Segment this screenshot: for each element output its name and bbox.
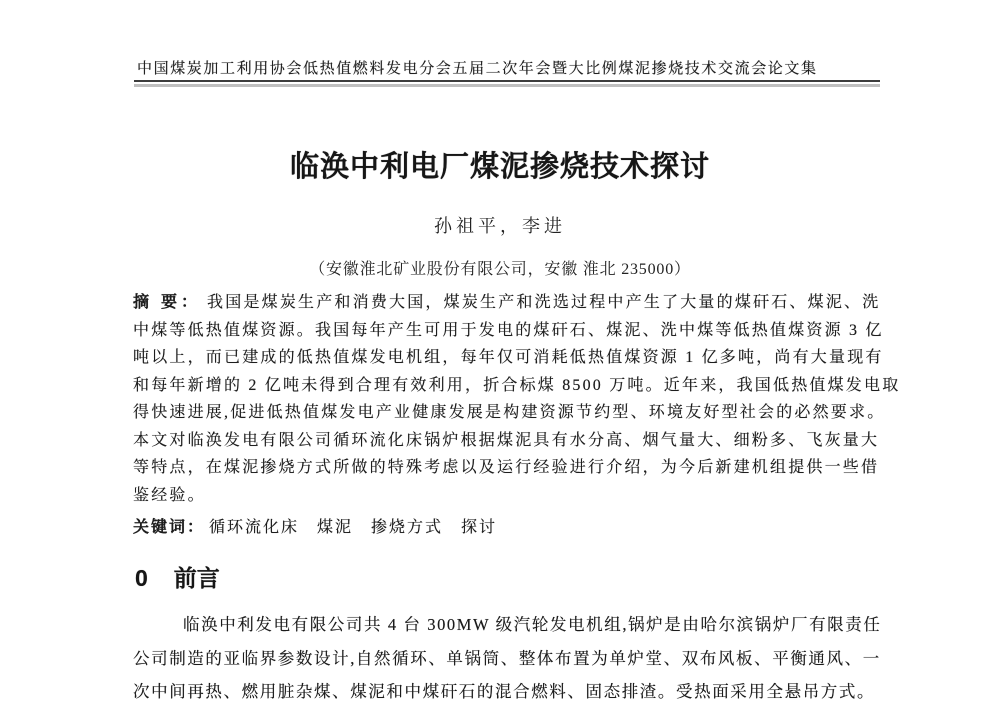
keywords-text: 循环流化床 煤泥 掺烧方式 探讨 (209, 519, 498, 536)
section-number: 0 (135, 565, 148, 591)
header-rule (134, 80, 880, 87)
abstract-label: 摘 要： (133, 294, 202, 311)
keywords-label: 关键词： (133, 519, 206, 536)
body-line: 公司制造的亚临界参数设计,自然循环、单锅筒、整体布置为单炉堂、双布风板、平衡通风、一 (133, 648, 881, 668)
section-heading-foreword (135, 560, 220, 593)
body-line: 临涣中利发电有限公司共 4 台 300MW 级汽轮发电机组,锅炉是由哈尔滨锅炉厂有限责任 (183, 615, 882, 634)
abstract-line: 得快速进展,促进低热值煤发电产业健康发展是构建资源节约型、环境友好型社会的必然要求。 (133, 404, 886, 421)
abstract-line: 鉴经验。 (133, 486, 206, 504)
body-paragraph (133, 608, 882, 708)
abstract-line: 中煤等低热值煤资源。我国每年产生可用于发电的煤矸石、煤泥、洗中煤等低热值煤资源 3 亿 (133, 321, 884, 339)
paper-title: 临涣中利电厂煤泥掺烧技术探讨 (289, 151, 710, 183)
abstract-line-text: 我国是煤炭生产和消费大国，煤炭生产和洗选过程中产生了大量的煤矸石、煤泥、洗 (207, 294, 881, 311)
body-line: 次中间再热、燃用脏杂煤、煤泥和中煤矸石的混合燃料、固态排渣。受热面采用全悬吊方式。 (133, 682, 876, 701)
abstract-line: 等特点，在煤泥掺烧方式所做的特殊考虑以及运行经验进行介绍，为今后新建机组提供一些借 (133, 459, 880, 476)
abstract-line (133, 289, 881, 317)
authors: 孙祖平，李进 (434, 216, 566, 236)
abstract-line: 本文对临涣发电有限公司循环流化床锅炉根据煤泥具有水分高、烟气量大、细粉多、飞灰量大 (133, 431, 880, 449)
abstract-line: 吨以上，而已建成的低热值煤发电机组，每年仅可消耗低热值煤资源 1 亿多吨，尚有大量现有 (133, 349, 884, 366)
abstract-paragraph (133, 289, 901, 509)
header-rule-gray-line (134, 84, 880, 87)
keywords-row (133, 514, 873, 537)
abstract-line: 和每年新增的 2 亿吨未得到合理有效利用，折合标煤 8500 万吨。近年来，我国低热值煤发电取 (133, 376, 901, 394)
section-title: 前言 (173, 565, 220, 591)
header-rule-dark-line (134, 80, 880, 82)
conference-proceedings-header: 中国煤炭加工利用协会低热值燃料发电分会五届二次年会暨大比例煤泥掺烧技术交流会论文集 (137, 60, 818, 77)
affiliation: （安徽淮北矿业股份有限公司，安徽 淮北 235000） (309, 261, 691, 278)
